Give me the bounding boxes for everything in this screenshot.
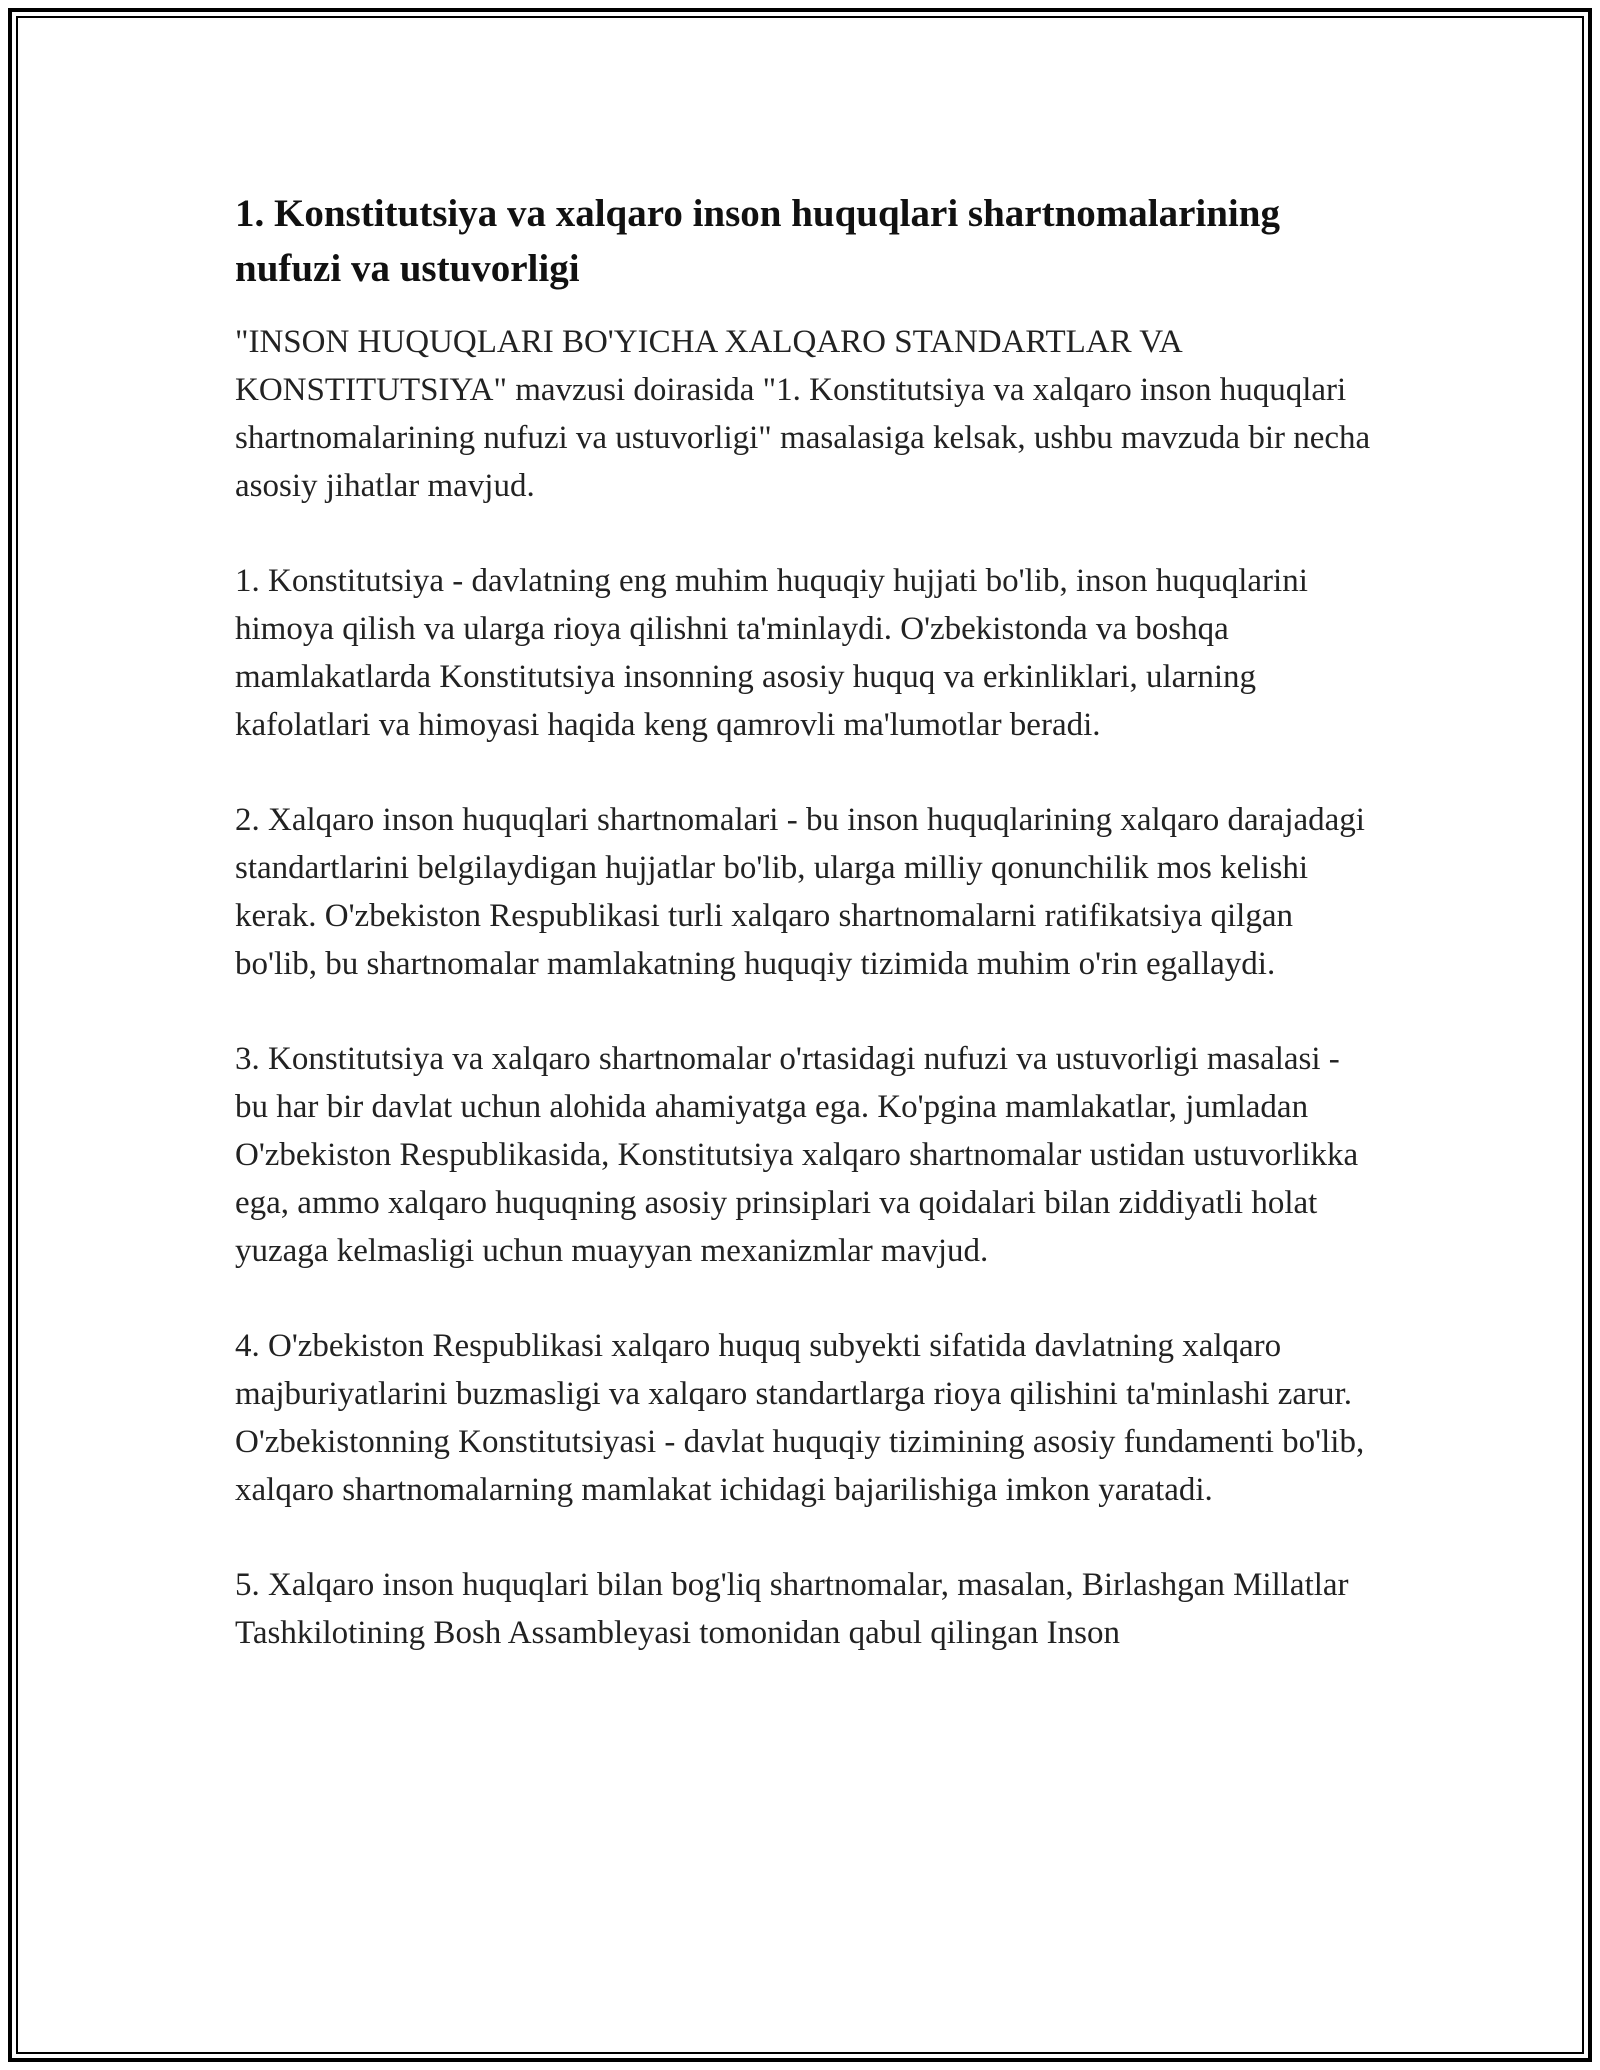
point-1-paragraph: 1. Konstitutsiya - davlatning eng muhim huquqiy hujjati bo'lib, inson huquqlarini himoya qilish va ularga rioya qilishni ta'minlaydi. O'zbekistonda va boshqa mamlakatlarda Konstitutsiya insonning asosiy huquq va erkinliklari, ularning kafolatlari va himoyasi haqida keng qamrovli ma'lumotlar beradi. [235,563,1308,743]
point-4-paragraph: 4. O'zbekiston Respublikasi xalqaro huquq subyekti sifatida davlatning xalqaro majburiyatlarini buzmasligi va xalqaro standartlarga rioya qilishini ta'minlashi zarur. O'zbekistonning Konstitutsiyasi - davlat huquqiy tizimining asosiy fundamenti bo'lib, xalqaro shartnomalarning mamlakat ichidagi bajarilishiga imkon yaratadi. [235,1328,1365,1508]
point-5-paragraph: 5. Xalqaro inson huquqlari bilan bog'liq shartnomalar, masalan, Birlashgan Millatlar Tashkilotining Bosh Assambleyasi tomonidan qabul qilingan Inson [235,1567,1349,1651]
intro-paragraph: "INSON HUQUQLARI BO'YICHA XALQARO STANDARTLAR VA KONSTITUTSIYA" mavzusi doirasida "1. Konstitutsiya va xalqaro inson huquqlari shartnomalarining nufuzi va ustuvorligi" masalasiga kelsak, ushbu mavzuda bir necha asosiy jihatlar mavjud. [235,324,1371,504]
document-body [235,186,1375,1704]
point-2-paragraph: 2. Xalqaro inson huquqlari shartnomalari - bu inson huquqlarining xalqaro darajadagi standartlarini belgilaydigan hujjatlar bo'lib, ularga milliy qonunchilik mos kelishi kerak. O'zbekiston Respublikasi turli xalqaro shartnomalarni ratifikatsiya qilgan bo'lib, bu shartnomalar mamlakatning huquqiy tizimida muhim o'rin egallaydi. [235,802,1365,982]
section-heading: 1. Konstitutsiya va xalqaro inson huquqlari shartnomalarining nufuzi va ustuvorligi [235,192,1280,290]
point-3-paragraph: 3. Konstitutsiya va xalqaro shartnomalar o'rtasidagi nufuzi va ustuvorligi masalasi - bu har bir davlat uchun alohida ahamiyatga ega. Ko'pgina mamlakatlar, jumladan O'zbekiston Respublikasida, Konstitutsiya xalqaro shartnomalar ustidan ustuvorlikka ega, ammo xalqaro huquqning asosiy prinsiplari va qoidalari bilan ziddiyatli holat yuzaga kelmasligi uchun muayyan mexanizmlar mavjud. [235,1041,1359,1269]
